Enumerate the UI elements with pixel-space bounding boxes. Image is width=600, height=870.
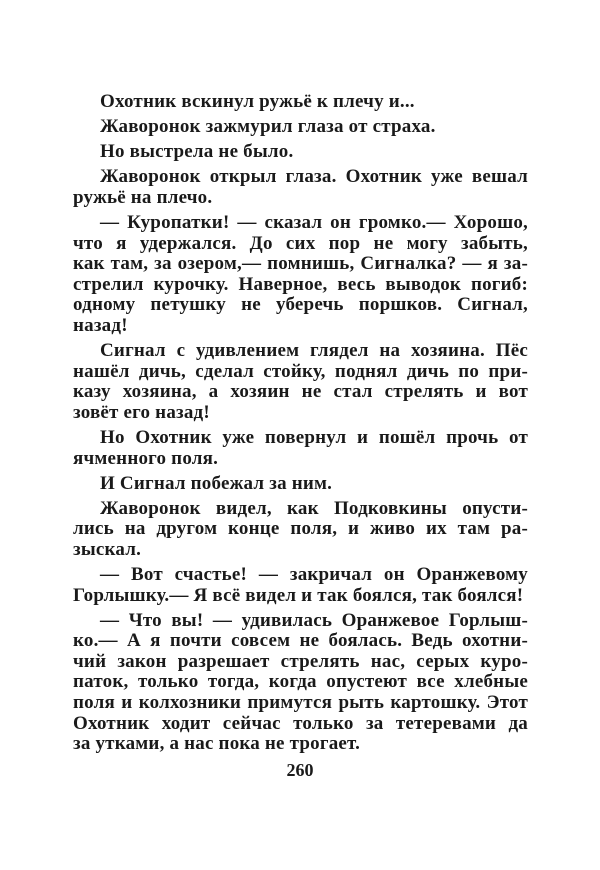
text-line: нашёл дичь, сделал стойку, поднял дичь по при- (73, 360, 528, 382)
paragraph (73, 341, 528, 423)
paragraph (73, 117, 528, 138)
page-number: 260 (286, 760, 314, 780)
paragraph (73, 167, 528, 208)
text-line: — Куропатки! — сказал он громко.— Хорошо, (100, 211, 528, 233)
text-line: Жаворонок открыл глаза. Охотник уже вешал (100, 166, 528, 188)
text-line: одному петушку не уберечь поршков. Сигнал, (73, 294, 528, 316)
text-line: ко.— А я почти совсем не боялась. Ведь охотни- (73, 630, 528, 652)
text-line: стрелил курочку. Наверное, весь выводок погиб: (73, 273, 528, 295)
text-line: как там, за озером,— помнишь, Сигналка? — я за- (73, 253, 528, 275)
text-line: назад! (73, 314, 128, 336)
text-line: зыскал. (73, 538, 142, 560)
paragraph (73, 474, 528, 495)
text-line: И Сигнал побежал за ним. (100, 472, 333, 494)
text-line: паток, только тогда, когда опустеют все хлебные (73, 671, 528, 693)
paragraph (73, 565, 528, 606)
text-line: Горлышку.— Я всё видел и так боялся, так боялся! (73, 584, 524, 606)
text-line: чий закон разрешает стрелять нас, серых куро- (73, 650, 528, 672)
text-line: Сигнал с удивлением глядел на хозяина. Пёс (100, 340, 528, 362)
text-line: Жаворонок зажмурил глаза от страха. (100, 116, 436, 138)
text-line: поля и колхозники примутся рыть картошку. Этот (73, 692, 528, 714)
text-line: что я удержался. До сих пор не могу забыть, (73, 232, 528, 254)
text-line: — Что вы! — удивилась Оранжевое Горлыш- (100, 609, 528, 631)
text-line: — Вот счастье! — закричал он Оранжевому (100, 563, 528, 585)
paragraph (73, 92, 528, 113)
text-line: Но выстрела не было. (100, 141, 294, 163)
text-line: Охотник ходит сейчас только за тетеревами да (73, 712, 528, 734)
text-line: Но Охотник уже повернул и пошёл прочь от (100, 426, 528, 448)
page-body-text (73, 92, 528, 759)
text-line: зовёт его назад! (73, 401, 210, 423)
text-line: лись на другом конце поля, и живо их там ра- (73, 518, 528, 540)
text-line: казу хозяина, а хозяин не стал стрелять и вот (73, 381, 528, 403)
paragraph (73, 611, 528, 755)
text-line: ружьё на плечо. (73, 186, 213, 208)
text-line: Жаворонок видел, как Подковкины опусти- (100, 497, 528, 519)
paragraph (73, 213, 528, 337)
text-line: Охотник вскинул ружьё к плечу и... (100, 91, 415, 112)
text-line: ячменного поля. (73, 447, 219, 469)
text-line: за утками, а нас пока не трогает. (73, 733, 361, 755)
paragraph (73, 142, 528, 163)
paragraph (73, 428, 528, 469)
paragraph (73, 499, 528, 561)
